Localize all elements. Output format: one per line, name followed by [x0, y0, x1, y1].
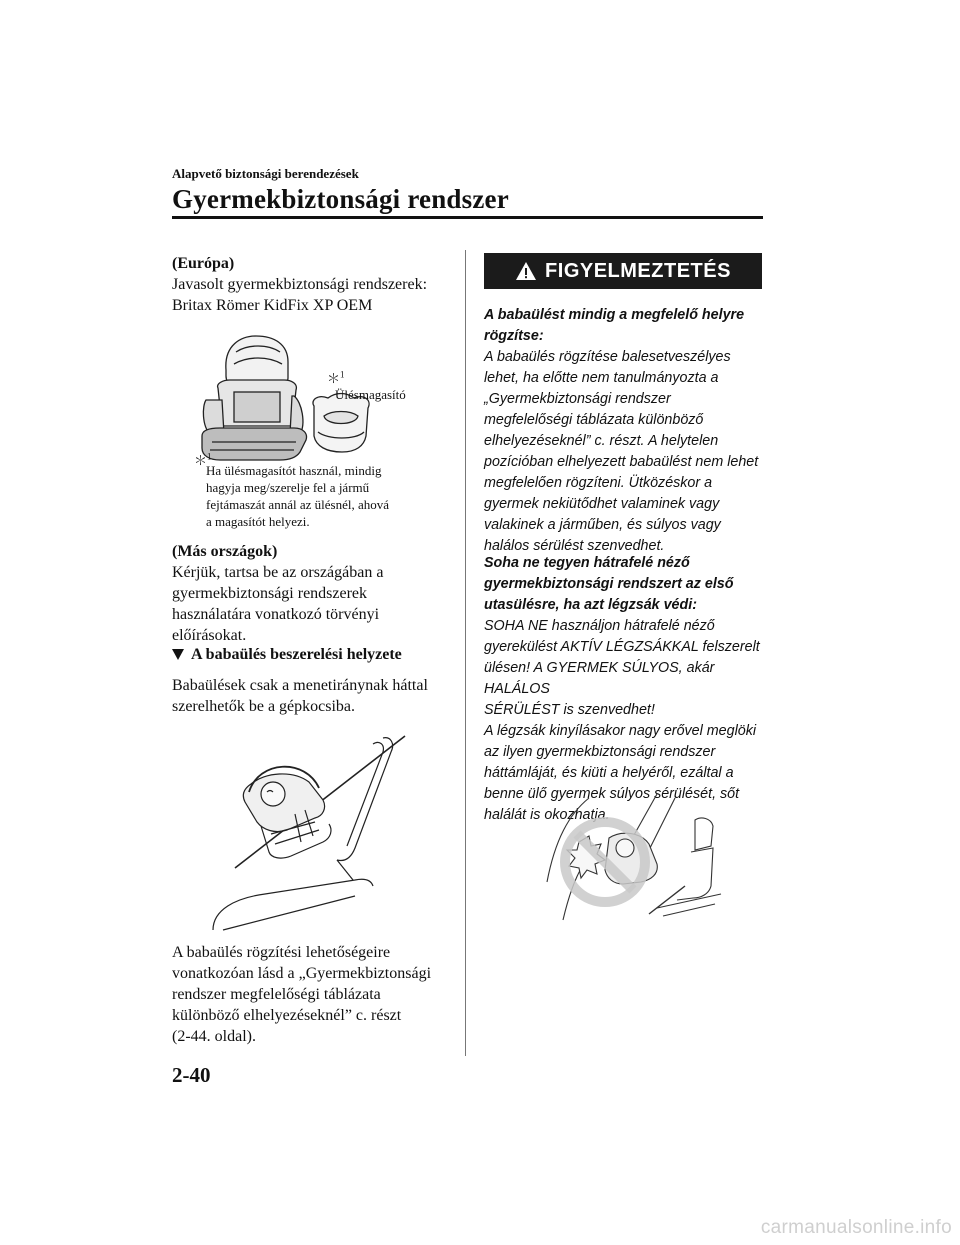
- note-line: hagyja meg/szerelje fel a jármű: [206, 480, 370, 495]
- warning-banner: [484, 253, 762, 289]
- warning-line: lehet, ha előtte nem tanulmányozta a: [484, 370, 719, 386]
- other-countries-block: [172, 541, 447, 646]
- breadcrumb: Alapvető biztonsági berendezések: [172, 166, 359, 181]
- reference-paragraph: [172, 942, 447, 1047]
- section-heading: A babaülés beszerelési helyzete: [172, 644, 447, 665]
- warning-line: megfelelően rögzíteni. Ütközéskor a: [484, 475, 713, 491]
- booster-note: [206, 462, 416, 530]
- warning-line: SÉRÜLÉST is szenvedhet!: [484, 702, 655, 718]
- note-footnote-mark: ＊$^1$: [194, 451, 212, 468]
- page-title: Gyermekbiztonsági rendszer: [172, 184, 509, 214]
- other-line: használatára vonatkozó törvényi: [172, 606, 380, 623]
- europe-heading: (Európa): [172, 255, 235, 272]
- warning-line: halálát is okozhatja.: [484, 807, 610, 823]
- column-divider: [465, 250, 466, 1056]
- warning-block-2: [484, 553, 766, 826]
- warning-heading-line: utasülésre, ha azt légzsák védi:: [484, 597, 697, 613]
- warning-line: elhelyezéseknél” c. részt. A helytelen: [484, 433, 719, 449]
- europe-line: Javasolt gyermekbiztonsági rendszerek:: [172, 276, 428, 293]
- warning-line: SOHA NE használjon hátrafelé néző: [484, 618, 715, 634]
- warning-title: FIGYELMEZTETÉS: [545, 259, 731, 282]
- warning-line: gyerekülést AKTÍV LÉGZSÁKKAL felszerelt: [484, 639, 760, 655]
- europe-block: [172, 253, 447, 316]
- title-rule: [172, 216, 763, 219]
- note-line: a magasítót helyezi.: [206, 514, 310, 529]
- section-line: szerelhetők be a gépkocsiba.: [172, 698, 356, 715]
- page-number: 2-40: [172, 1063, 211, 1087]
- warning-block-1: [484, 305, 766, 557]
- warning-line: valakinek a járműben, és súlyos vagy: [484, 517, 721, 533]
- warning-line: gyermek nekiütődhet valaminek vagy: [484, 496, 720, 512]
- reference-line: A babaülés rögzítési lehetőségeire: [172, 944, 391, 961]
- note-line: fejtámaszát annál az ülésnél, ahová: [206, 497, 389, 512]
- reference-line: vonatkozóan lásd a „Gyermekbiztonsági: [172, 965, 432, 982]
- warning-line: háttámláját, és kiüti a helyéről, ezáltal a: [484, 765, 734, 781]
- prohibited-airbag-illustration: [545, 790, 730, 925]
- watermark: carmanualsonline.info: [760, 1217, 952, 1238]
- warning-line: halálos sérülést szenvedhet.: [484, 538, 665, 554]
- warning-line: A légzsák kinyílásakor nagy erővel meglöki: [484, 723, 757, 739]
- page-reference-link[interactable]: (2-44. oldal).: [172, 1028, 256, 1045]
- section-body: [172, 675, 447, 717]
- warning-heading-line: rögzítse:: [484, 328, 544, 344]
- booster-label: ＊$^1$ Ülésmagasító: [327, 369, 406, 402]
- warning-line: benne ülő gyermek súlyos sérülését, sőt: [484, 786, 740, 802]
- note-line: Ha ülésmagasítót használ, mindig: [206, 463, 382, 478]
- warning-line: pozícióban elhelyezett babaülést nem lehet: [484, 454, 759, 470]
- warning-line: A babaülés rögzítése balesetveszélyes: [484, 349, 731, 365]
- other-line: előírásokat.: [172, 627, 247, 644]
- triangle-bullet-icon: [172, 649, 184, 660]
- warning-heading-line: A babaülést mindig a megfelelő helyre: [484, 307, 745, 323]
- warning-line: megfelelőségi táblázata különböző: [484, 412, 704, 428]
- section-line: Babaülések csak a menetiránynak háttal: [172, 677, 428, 694]
- other-line: Kérjük, tartsa be az országában a: [172, 564, 384, 581]
- warning-line: „Gyermekbiztonsági rendszer: [484, 391, 671, 407]
- reference-line: különböző elhelyezéseknél” c. részt: [172, 1007, 402, 1024]
- exclamation-triangle-icon: [515, 261, 537, 281]
- other-heading: (Más országok): [172, 543, 278, 560]
- warning-heading-line: gyermekbiztonsági rendszert az első: [484, 576, 734, 592]
- reference-line: rendszer megfelelőségi táblázata: [172, 986, 381, 1003]
- warning-heading-line: Soha ne tegyen hátrafelé néző: [484, 555, 690, 571]
- rear-facing-seat-illustration: [205, 730, 415, 935]
- europe-line: Britax Römer KidFix XP OEM: [172, 297, 373, 314]
- warning-line: az ilyen gyermekbiztonsági rendszer: [484, 744, 716, 760]
- other-line: gyermekbiztonsági rendszerek: [172, 585, 368, 602]
- warning-line: ülésen! A GYERMEK SÚLYOS, akár HALÁLOS: [484, 660, 715, 697]
